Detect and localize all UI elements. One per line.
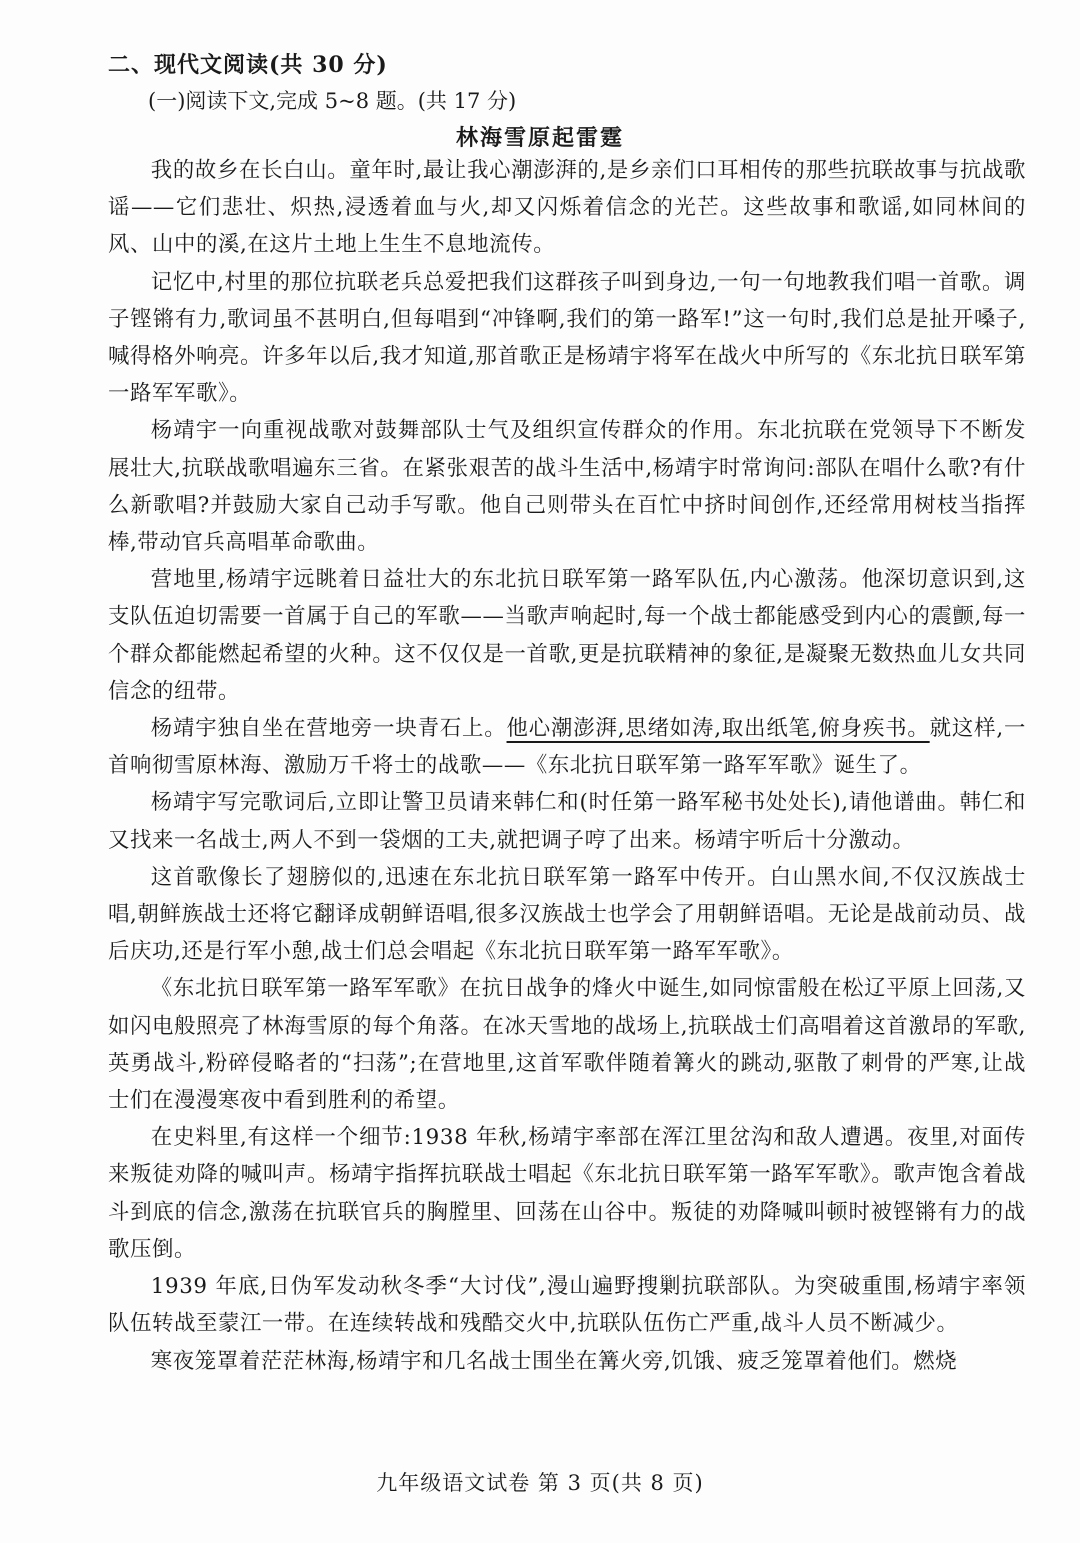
paragraph: 杨靖宇一向重视战歌对鼓舞部队士气及组织宣传群众的作用。东北抗联在党领导下不断发展壮大,抗联战歌唱遍东三省。在紧张艰苦的战斗生活中,杨靖宇时常询问:部队在唱什么歌?有什么新歌唱?并鼓励大家自己动手写歌。他自己则带头在百忙中挤时间创作,还经常用树枝当指挥棒,带动官兵高唱革命歌曲。 [108, 418, 1026, 556]
paragraph-text: 就这样,一首响彻雪原林海、激励万千将士的战歌——《东北抗日联军第一路军军歌》诞生了。 [108, 716, 1026, 779]
paragraph: 这首歌像长了翅膀似的,迅速在东北抗日联军第一路军中传开。白山黑水间,不仅汉族战士唱,朝鲜族战士还将它翻译成朝鲜语唱,很多汉族战士也学会了用朝鲜语唱。无论是战前动员、战后庆功,还是行军小憩,战士们总会唱起《东北抗日联军第一路军军歌》。 [108, 864, 1026, 965]
paragraph: 1939 年底,日伪军发动秋冬季“大讨伐”,漫山遍野搜剿抗联部队。为突破重围,杨靖宇率领队伍转战至蒙江一带。在连续转战和残酷交火中,抗联队伍伤亡严重,战斗人员不断减少。 [108, 1274, 1026, 1337]
paragraph: 《东北抗日联军第一路军军歌》在抗日战争的烽火中诞生,如同惊雷般在松辽平原上回荡,又如闪电般照亮了林海雪原的每个角落。在冰天雪地的战场上,抗联战士们高唱着这首激昂的军歌,英勇战斗,粉碎侵略者的“扫荡”;在营地里,这首军歌伴随着篝火的跳动,驱散了刺骨的严寒,让战士们在漫漫寒夜中看到胜利的希望。 [108, 976, 1026, 1114]
underlined-sentence: 他心潮澎湃,思绪如涛,取出纸笔,俯身疾书。 [506, 716, 930, 742]
paragraph: 杨靖宇写完歌词后,立即让警卫员请来韩仁和(时任第一路军秘书处处长),请他谱曲。韩仁和又找来一名战士,两人不到一袋烟的工夫,就把调子哼了出来。杨靖宇听后十分激动。 [108, 790, 1026, 853]
paragraph-text: 杨靖宇独自坐在营地旁一块青石上。 [150, 716, 507, 742]
paragraph: 记忆中,村里的那位抗联老兵总爱把我们这群孩子叫到身边,一句一句地教我们唱一首歌。调子铿锵有力,歌词虽不甚明白,但每唱到“冲锋啊,我们的第一路军!”这一句时,我们总是扯开嗓子,喊得格外响亮。许多年以后,我才知道,那首歌正是杨靖宇将军在战火中所写的《东北抗日联军第一路军军歌》。 [108, 269, 1026, 407]
section-title: 二、现代文阅读(共 30 分) [108, 52, 388, 78]
paragraph: 营地里,杨靖宇远眺着日益壮大的东北抗日联军第一路军队伍,内心激荡。他深切意识到,这支队伍迫切需要一首属于自己的军歌——当歌声响起时,每一个战士都能感受到内心的震颤,每一个群众都能燃起希望的火种。这不仅仅是一首歌,更是抗联精神的象征,是凝聚无数热血儿女共同信念的纽带。 [108, 567, 1026, 704]
paragraph: 寒夜笼罩着茫茫林海,杨靖宇和几名战士围坐在篝火旁,饥饿、疲乏笼罩着他们。燃烧 [150, 1348, 958, 1374]
article-body [108, 152, 1026, 1380]
article-title: 林海雪原起雷霆 [455, 126, 624, 151]
page-footer: 九年级语文试卷 第 3 页(共 8 页) [376, 1471, 704, 1495]
paragraph-with-underline [108, 710, 1026, 784]
paragraph: 在史料里,有这样一个细节:1938 年秋,杨靖宇率部在浑江里岔沟和敌人遭遇。夜里,对面传来叛徒劝降的喊叫声。杨靖宇指挥抗联战士唱起《东北抗日联军第一路军军歌》。歌声饱含着战斗到底的信念,激荡在抗联官兵的胸膛里、回荡在山谷中。叛徒的劝降喊叫顿时被铿锵有力的战歌压倒。 [108, 1125, 1026, 1262]
reading-instruction: (一)阅读下文,完成 5~8 题。(共 17 分) [148, 89, 517, 113]
paragraph: 我的故乡在长白山。童年时,最让我心潮澎湃的,是乡亲们口耳相传的那些抗联故事与抗战歌谣——它们悲壮、炽热,浸透着血与火,却又闪烁着信念的光芒。这些故事和歌谣,如同林间的风、山中的溪,在这片土地上生生不息地流传。 [108, 158, 1026, 258]
